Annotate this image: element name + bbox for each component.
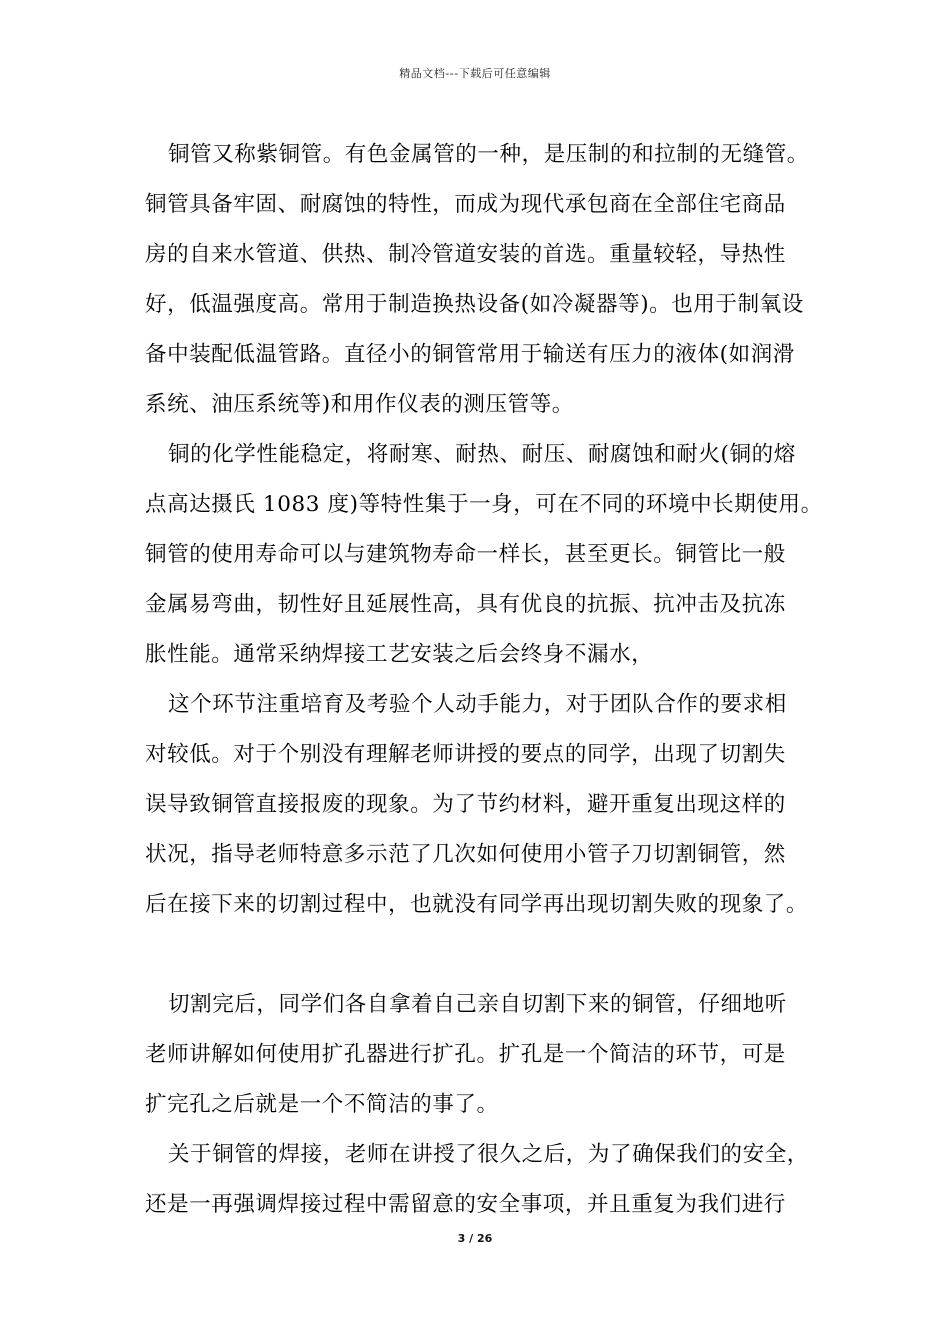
paragraph-line: 扩完孔之后就是一个不简洁的事了。 <box>145 1092 499 1117</box>
paragraph-line: 备中装配低温管路。直径小的铜管常用于输送有压力的液体(如润滑 <box>145 342 795 367</box>
paragraph-line: 铜管具备牢固、耐腐蚀的特性，而成为现代承包商在全部住宅商品 <box>145 192 786 217</box>
paragraph-line: 点高达摄氏 1083 度)等特性集于一身，可在不同的环境中长期使用。 <box>145 492 823 517</box>
document-body <box>145 130 825 1230</box>
paragraph-line: 这个环节注重培育及考验个人动手能力，对于团队合作的要求相 <box>168 692 787 717</box>
paragraph-line: 胀性能。通常采纳焊接工艺安装之后会终身不漏水， <box>145 642 654 667</box>
paragraph-line: 铜管又称紫铜管。有色金属管的一种，是压制的和拉制的无缝管。 <box>168 142 809 167</box>
paragraph-line: 系统、油压系统等)和用作仪表的测压管等。 <box>145 392 574 417</box>
paragraph-line: 铜管的使用寿命可以与建筑物寿命一样长，甚至更长。铜管比一般 <box>145 542 786 567</box>
paragraph-line: 房的自来水管道、供热、制冷管道安装的首选。重量较轻，导热性 <box>145 242 786 267</box>
paragraph-line: 切割完后，同学们各自拿着自己亲自切割下来的铜管，仔细地听 <box>168 992 787 1017</box>
page-header: 精品文档---下载后可任意编辑 <box>399 67 551 80</box>
paragraph-line: 好，低温强度高。常用于制造换热设备(如冷凝器等)。也用于制氧设 <box>145 292 804 317</box>
paragraph-line: 老师讲解如何使用扩孔器进行扩孔。扩孔是一个简洁的环节，可是 <box>145 1042 786 1067</box>
paragraph-line: 金属易弯曲，韧性好且延展性高，具有优良的抗振、抗冲击及抗冻 <box>145 592 786 617</box>
paragraph-line: 后在接下来的切割过程中，也就没有同学再出现切割失败的现象了。 <box>145 892 809 917</box>
paragraph-line: 还是一再强调焊接过程中需留意的安全事项，并且重复为我们进行 <box>145 1192 786 1217</box>
blank-line <box>145 930 825 980</box>
paragraph-line: 状况，指导老师特意多示范了几次如何使用小管子刀切割铜管，然 <box>145 842 786 867</box>
paragraph-line: 铜的化学性能稳定，将耐寒、耐热、耐压、耐腐蚀和耐火(铜的熔 <box>168 442 796 467</box>
paragraph-line: 关于铜管的焊接，老师在讲授了很久之后，为了确保我们的安全， <box>168 1142 809 1167</box>
paragraph-line: 误导致铜管直接报废的现象。为了节约材料，避开重复出现这样的 <box>145 792 786 817</box>
page-number: 3 / 26 <box>457 1232 493 1245</box>
paragraph-line: 对较低。对于个别没有理解老师讲授的要点的同学，出现了切割失 <box>145 742 786 767</box>
